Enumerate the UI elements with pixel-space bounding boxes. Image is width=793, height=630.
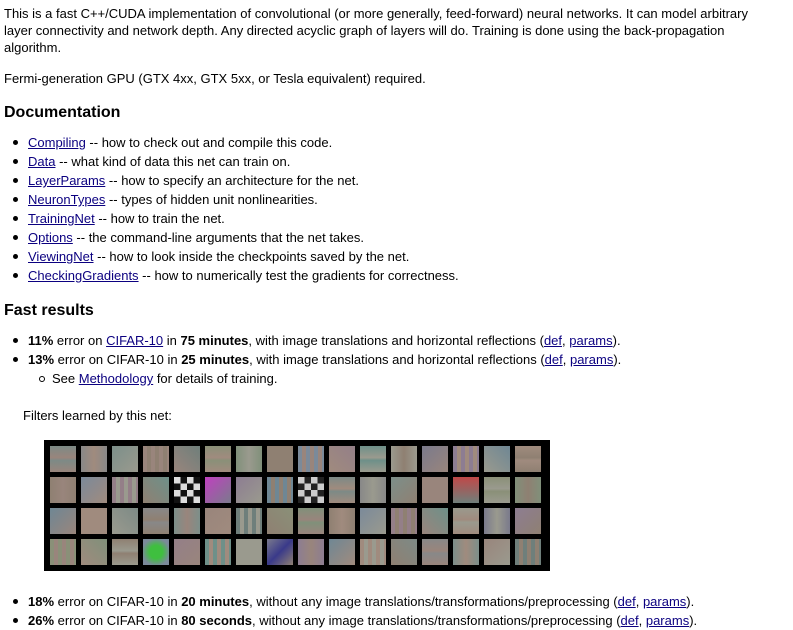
- result-text: for details of training.: [153, 371, 278, 386]
- filter-cell: [298, 539, 324, 565]
- result-text: ).: [686, 594, 695, 609]
- result-text: ).: [613, 352, 622, 367]
- filter-cell: [484, 508, 510, 534]
- doc-item-layerparams: [4, 171, 789, 190]
- link-def[interactable]: def: [544, 352, 563, 367]
- doc-item-trainingnet: [4, 209, 789, 228]
- filter-cell: [360, 446, 386, 472]
- result-text: , with image translations and horizontal reflections (: [249, 352, 545, 367]
- link-def[interactable]: def: [543, 333, 563, 348]
- separator: ,: [562, 352, 570, 367]
- filter-cell: [391, 477, 417, 503]
- link-viewingnet[interactable]: ViewingNet: [28, 249, 94, 264]
- filter-cell: [174, 539, 200, 565]
- filter-cell: [81, 508, 107, 534]
- doc-desc: -- how to train the net.: [94, 211, 225, 226]
- link-params[interactable]: params: [642, 594, 687, 609]
- documentation-heading: Documentation: [4, 104, 121, 121]
- filter-cell: [484, 477, 510, 503]
- filter-cell: [453, 508, 479, 534]
- filter-cell: [453, 477, 479, 503]
- filter-cell: [360, 508, 386, 534]
- filter-cell: [267, 477, 293, 503]
- filter-cell: [515, 539, 541, 565]
- link-params[interactable]: params: [645, 613, 690, 628]
- doc-desc: -- how to specify an architecture for the net.: [105, 173, 359, 188]
- result-time: 25 minutes: [181, 352, 250, 367]
- link-trainingnet[interactable]: TrainingNet: [28, 211, 95, 226]
- fast-results-list: [4, 331, 789, 388]
- filter-cell: [515, 446, 541, 472]
- filter-cell: [422, 539, 448, 565]
- link-params[interactable]: params: [569, 333, 613, 348]
- filter-cell: [143, 508, 169, 534]
- separator: ,: [562, 333, 570, 348]
- filter-cell: [329, 539, 355, 565]
- filter-cell: [298, 446, 324, 472]
- filter-cell: [453, 539, 479, 565]
- filter-cell: [236, 539, 262, 565]
- result-11pct: [4, 331, 789, 350]
- result-percent: 18%: [28, 594, 55, 609]
- doc-desc: -- what kind of data this net can train on.: [55, 154, 291, 169]
- result-text: , without any image translations/transformations/preprocessing (: [252, 613, 621, 628]
- doc-desc: -- how to look inside the checkpoints saved by the net.: [93, 249, 410, 264]
- filter-cell: [391, 539, 417, 565]
- result-percent: 13%: [28, 352, 55, 367]
- filter-cell: [329, 446, 355, 472]
- result-text: ).: [689, 613, 698, 628]
- doc-item-compiling: [4, 133, 789, 152]
- result-18pct: [4, 592, 789, 611]
- filter-cell: [205, 446, 231, 472]
- filter-cell: [174, 446, 200, 472]
- result-text: See: [52, 371, 79, 386]
- filter-cell: [515, 477, 541, 503]
- link-cifar10[interactable]: CIFAR-10: [106, 333, 164, 348]
- doc-item-viewingnet: [4, 247, 789, 266]
- filter-cell: [298, 508, 324, 534]
- link-checkinggradients[interactable]: CheckingGradients: [28, 268, 139, 283]
- result-sub-methodology: [4, 369, 789, 388]
- filter-cell: [205, 539, 231, 565]
- filter-cell: [360, 539, 386, 565]
- result-percent: 26%: [28, 613, 55, 628]
- filters-caption: Filters learned by this net:: [23, 408, 172, 423]
- documentation-list: [4, 133, 789, 285]
- filter-cell: [484, 446, 510, 472]
- result-text: in: [163, 333, 181, 348]
- doc-desc: -- the command-line arguments that the net takes.: [72, 230, 365, 245]
- intro-paragraph: This is a fast C++/CUDA implementation of convolutional (or more generally, feed-forward) neural networks. It can model arbitrary layer connectivity and network depth. Any directed acyclic graph of layers will do. Training is done using the back-propagation algorithm.: [4, 6, 748, 55]
- filter-cell: [174, 508, 200, 534]
- filter-cell: [329, 508, 355, 534]
- doc-desc: -- how to numerically test the gradients for correctness.: [138, 268, 459, 283]
- link-neurontypes[interactable]: NeuronTypes: [28, 192, 106, 207]
- result-time: 20 minutes: [181, 594, 250, 609]
- filter-cell: [143, 446, 169, 472]
- link-def[interactable]: def: [620, 613, 639, 628]
- fast-results-list-2: [4, 592, 789, 630]
- filter-cell: [50, 539, 76, 565]
- link-params[interactable]: params: [569, 352, 614, 367]
- filter-cell: [422, 508, 448, 534]
- filter-cell: [112, 508, 138, 534]
- filter-cell: [236, 477, 262, 503]
- doc-item-data: [4, 152, 789, 171]
- filter-cell: [81, 539, 107, 565]
- filter-cell: [236, 446, 262, 472]
- result-text: error on CIFAR-10 in: [54, 352, 182, 367]
- filter-cell: [298, 477, 324, 503]
- doc-desc: -- types of hidden unit nonlinearities.: [105, 192, 318, 207]
- doc-item-neurontypes: [4, 190, 789, 209]
- link-def[interactable]: def: [617, 594, 636, 609]
- requirement-paragraph: Fermi-generation GPU (GTX 4xx, GTX 5xx, or Tesla equivalent) required.: [4, 71, 426, 86]
- link-layerparams[interactable]: LayerParams: [28, 173, 106, 188]
- filter-cell: [50, 508, 76, 534]
- result-text: error on CIFAR-10 in: [54, 613, 182, 628]
- filter-cell: [422, 477, 448, 503]
- result-text: error on: [53, 333, 107, 348]
- result-text: , without any image translations/transformations/preprocessing (: [249, 594, 618, 609]
- filter-cell: [329, 477, 355, 503]
- doc-item-options: [4, 228, 789, 247]
- filter-cell: [112, 539, 138, 565]
- filter-cell: [360, 477, 386, 503]
- filter-cell: [267, 508, 293, 534]
- filter-cell: [81, 477, 107, 503]
- filter-cell: [515, 508, 541, 534]
- result-text: , with image translations and horizontal reflections (: [248, 333, 544, 348]
- filter-cell: [391, 446, 417, 472]
- result-percent: 11%: [28, 333, 54, 348]
- link-methodology[interactable]: Methodology: [78, 371, 154, 386]
- result-time: 75 minutes: [180, 333, 249, 348]
- result-text: error on CIFAR-10 in: [54, 594, 182, 609]
- filter-cell: [143, 477, 169, 503]
- filter-cell: [81, 446, 107, 472]
- filter-cell: [236, 508, 262, 534]
- result-13pct: [4, 350, 789, 369]
- filter-cell: [484, 539, 510, 565]
- filter-cell: [391, 508, 417, 534]
- result-time: 80 seconds: [181, 613, 253, 628]
- filter-cell: [112, 446, 138, 472]
- filter-cell: [267, 539, 293, 565]
- filter-cell: [267, 446, 293, 472]
- link-data[interactable]: Data: [28, 154, 56, 169]
- separator: ,: [638, 613, 646, 628]
- fast-results-heading: Fast results: [4, 302, 94, 319]
- doc-desc: -- how to check out and compile this code.: [85, 135, 333, 150]
- filter-cell: [174, 477, 200, 503]
- doc-item-checkinggradients: [4, 266, 789, 285]
- filter-cell: [143, 539, 169, 565]
- result-text: ).: [612, 333, 621, 348]
- filter-cell: [453, 446, 479, 472]
- link-options[interactable]: Options: [28, 230, 73, 245]
- filter-cell: [422, 446, 448, 472]
- filter-cell: [50, 477, 76, 503]
- separator: ,: [635, 594, 643, 609]
- learned-filters-image: [44, 440, 550, 571]
- filter-cell: [205, 508, 231, 534]
- filter-cell: [50, 446, 76, 472]
- filter-cell: [112, 477, 138, 503]
- filter-cell: [205, 477, 231, 503]
- result-26pct: [4, 611, 789, 630]
- link-compiling[interactable]: Compiling: [28, 135, 86, 150]
